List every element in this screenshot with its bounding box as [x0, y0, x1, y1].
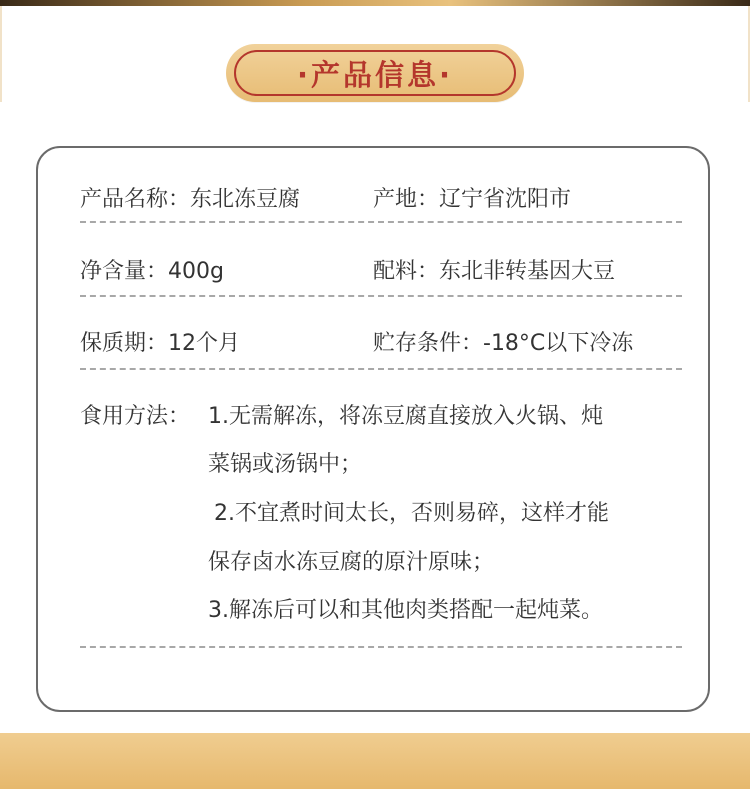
info-row-2 [80, 257, 682, 287]
title-badge [226, 44, 524, 102]
section-title: ·产品信息· [296, 57, 454, 92]
left-decor-line [0, 6, 2, 102]
title-badge-border [234, 50, 516, 96]
divider-2 [80, 295, 682, 297]
usage-line-4: 保存卤水冻豆腐的原汁原味； [208, 550, 495, 575]
divider-4 [80, 646, 682, 648]
ingredients-text: 配料：东北非转基因大豆 [373, 259, 616, 284]
usage-line-1: 1.无需解冻，将冻豆腐直接放入火锅、炖 [208, 404, 603, 429]
info-row-3 [80, 329, 682, 359]
usage-line-3: 2.不宜煮时间太长，否则易碎，这样才能 [214, 501, 609, 526]
divider-1 [80, 221, 682, 223]
usage-line-2: 菜锅或汤锅中； [208, 452, 363, 477]
shelf-life-text: 保质期：12个月 [80, 331, 240, 356]
product-name-text: 产品名称：东北冻豆腐 [80, 187, 301, 212]
info-row-1 [80, 185, 682, 215]
bottom-decor-band [0, 733, 750, 789]
top-decor-strip [0, 0, 750, 6]
usage-line-5: 3.解冻后可以和其他肉类搭配一起炖菜。 [208, 598, 603, 623]
divider-3 [80, 368, 682, 370]
origin-text: 产地：辽宁省沈阳市 [373, 187, 572, 212]
net-weight-text: 净含量：400g [80, 259, 224, 284]
usage-label: 食用方法： [80, 404, 191, 429]
storage-text: 贮存条件：-18°C以下冷冻 [373, 331, 634, 356]
